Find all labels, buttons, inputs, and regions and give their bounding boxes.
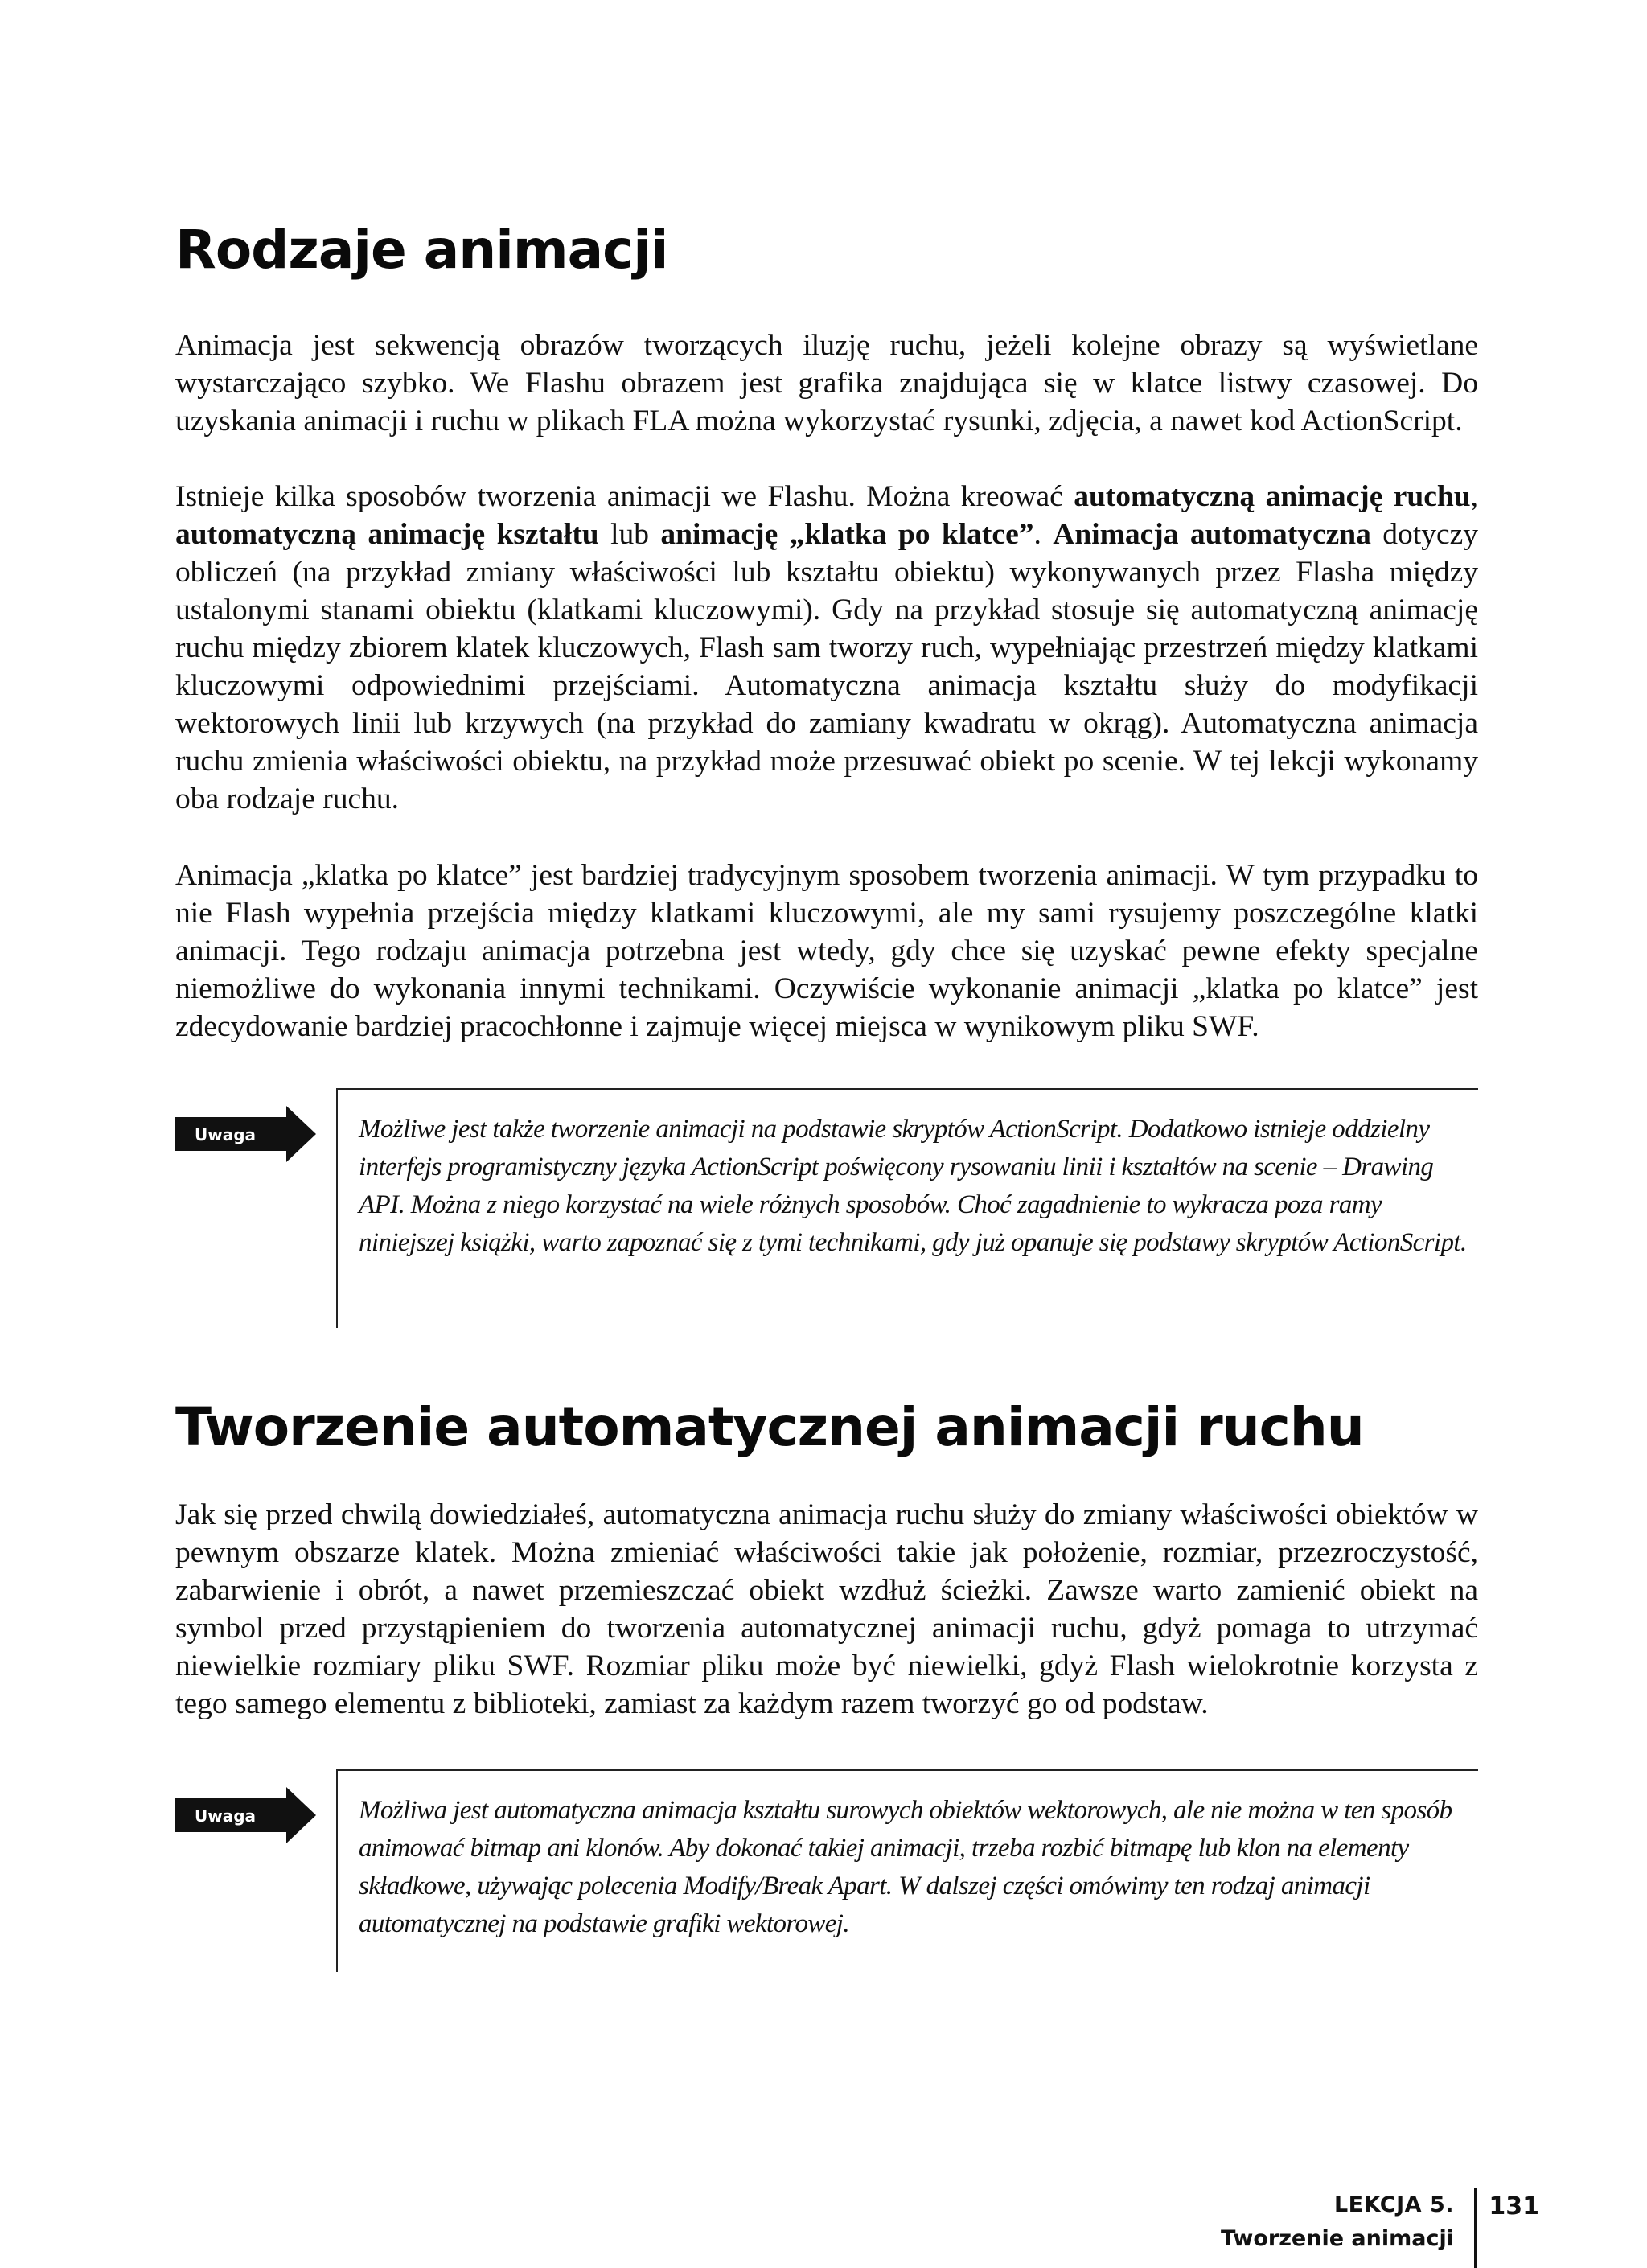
footer-lesson: LEKCJA 5. — [1333, 2192, 1454, 2217]
text-run: . — [1033, 518, 1054, 551]
bold-term-shape-tween: automatyczną animację kształtu — [175, 518, 599, 551]
note-label: Uwaga — [194, 1806, 257, 1826]
note-rule-left — [336, 1088, 338, 1328]
bold-term-tween: Animacja automatyczna — [1053, 518, 1371, 551]
paragraph-animation-types — [175, 478, 1478, 818]
text-run: dotyczy obliczeń (na przykład zmiany właściwości lub kształtu obiektu) wykonywanych przez Flasha między ustalonymi stanami obiektu (klatkami kluczowymi). Gdy na przykład stosuje się automatyczną animację ruchu między zbiorem klatek kluczowych, Flash sam tworzy ruch, wypełniając przestrzeń między klatkami kluczowymi odpowiednimi przejściami. Automatyczna animacja kształtu służy do modyfikacji wektorowych linii lub krzywych (na przykład do zamiany kwadratu w okrąg). Automatyczna animacja ruchu zmienia właściwości obiektu, na przykład może przesuwać obiekt po scenie. W tej lekcji wykonamy oba rodzaje ruchu. — [175, 518, 1478, 816]
text-run: lub — [598, 518, 661, 551]
footer-topic: Tworzenie animacji — [1220, 2226, 1454, 2251]
page-number: 131 — [1489, 2192, 1539, 2221]
note-arrow-icon — [175, 1787, 316, 1843]
note-rule-top — [336, 1088, 1478, 1090]
note-arrow-icon — [175, 1106, 316, 1162]
paragraph-intro: Animacja jest sekwencją obrazów tworzących iluzję ruchu, jeżeli kolejne obrazy są wyświetlane wystarczająco szybko. We Flashu obrazem jest grafika znajdująca się w klatce listwy czasowej. Do uzyskania animacji i ruchu w plikach FLA można wykorzystać rysunki, zdjęcia, a nawet kod ActionScript. — [175, 329, 1478, 438]
page-footer — [1206, 2188, 1544, 2268]
section-heading-motion-tween: Tworzenie automatycznej animacji ruchu — [175, 1396, 1364, 1458]
note-text: Możliwa jest automatyczna animacja kształtu surowych obiektów wektorowych, ale nie można w ten sposób animować bitmap ani klonów. Aby dokonać takiej animacji, trzeba rozbić bitmapę lub klon na elementy składkowe, używając polecenia Modify/Break Apart. W dalszej części omówimy ten rodzaj animacji automatycznej na podstawie grafiki wektorowej. — [359, 1796, 1452, 1938]
note-text: Możliwe jest także tworzenie animacji na podstawie skryptów ActionScript. Dodatkowo istnieje oddzielny interfejs programistyczny języka ActionScript poświęcony rysowaniu linii i kształtów na scenie – Drawing API. Można z niego korzystać na wiele różnych sposobów. Choć zagadnienie to wykracza poza ramy niniejszej książki, warto zapoznać się z tymi technikami, gdy już opanuje się podstawy skryptów ActionScript. — [359, 1115, 1467, 1257]
text-run: Istnieje kilka sposobów tworzenia animacji we Flashu. Można kreować — [175, 480, 1074, 513]
text-run: , — [1470, 480, 1478, 513]
section-heading-rodzaje-animacji: Rodzaje animacji — [175, 219, 668, 281]
bold-term-motion-tween: automatyczną animację ruchu — [1074, 480, 1471, 513]
paragraph-motion-tween: Jak się przed chwilą dowiedziałeś, automatyczna animacja ruchu służy do zmiany właściwości obiektów w pewnym obszarze klatek. Można zmieniać właściwości takie jak położenie, rozmiar, przezroczystość, zabarwienie i obrót, a nawet przemieszczać obiekt wzdłuż ścieżki. Zawsze warto zamienić obiekt na symbol przed przystąpieniem do tworzenia automatycznej animacji ruchu, gdyż pomaga to utrzymać niewielkie rozmiary pliku SWF. Rozmiar pliku może być niewielki, gdyż Flash wielokrotnie korzysta z tego samego elementu z biblioteki, zamiast za każdym razem tworzyć go od podstaw. — [175, 1498, 1478, 1720]
note-label: Uwaga — [194, 1125, 257, 1144]
paragraph-frame-by-frame: Animacja „klatka po klatce” jest bardziej tradycyjnym sposobem tworzenia animacji. W tym przypadku to nie Flash wypełnia przejścia między klatkami kluczowymi, ale my sami rysujemy poszczególne klatki animacji. Tego rodzaju animacja potrzebna jest wtedy, gdy chce się uzyskać pewne efekty specjalne niemożliwe do wykonania innymi technikami. Oczywiście wykonanie animacji „klatka po klatce” jest zdecydowanie bardziej pracochłonne i zajmuje więcej miejsca w wynikowym pliku SWF. — [175, 859, 1478, 1043]
note-box — [175, 1769, 1478, 1972]
note-rule-left — [336, 1769, 338, 1972]
bold-term-frame-by-frame: animację „klatka po klatce” — [660, 518, 1034, 551]
footer-divider — [1474, 2188, 1477, 2268]
note-box — [175, 1088, 1478, 1328]
note-rule-top — [336, 1769, 1478, 1771]
